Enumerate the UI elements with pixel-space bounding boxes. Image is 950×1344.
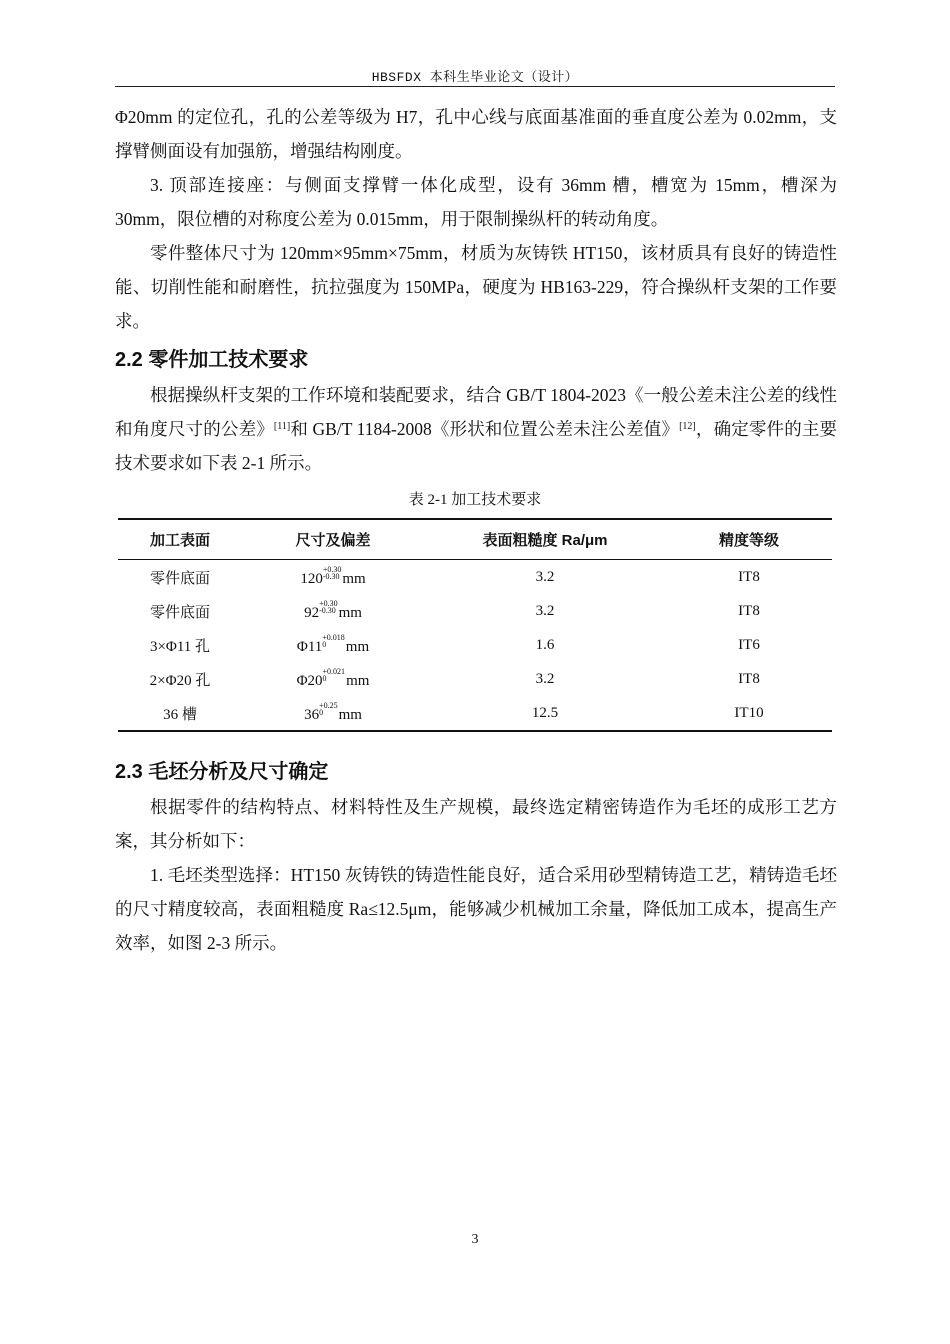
header-rule: [115, 86, 835, 87]
cell-roughness: 3.2: [535, 670, 555, 687]
table-row: [118, 594, 832, 628]
section-heading: 2.3 毛坯分析及尺寸确定: [115, 761, 329, 783]
page-number: 3: [471, 1232, 479, 1247]
table-row: [118, 696, 832, 731]
tolerance-lower: 0: [319, 708, 324, 717]
paragraph: Φ20mm 的定位孔，孔的公差等级为 H7，孔中心线与底面基准面的垂直度公差为 0.02mm，支撑臂侧面设有加强筋，增强结构刚度。: [115, 107, 837, 161]
column-header: 精度等级: [666, 519, 832, 560]
dimension-unit: mm: [338, 605, 362, 621]
cell-surface: 零件底面: [149, 604, 210, 621]
cell-grade: IT10: [666, 696, 832, 731]
paragraph: 零件整体尺寸为 120mm×95mm×75mm，材质为灰铸铁 HT150，该材质具有良好的铸造性能、切削性能和耐磨性，抗拉强度为 150MPa，硬度为 HB163-229，符合操纵杆支架的工作要求。: [115, 243, 837, 331]
dimension-prefix: Φ: [296, 673, 308, 689]
running-header: HBSFDX 本科生毕业论文（设计）: [371, 70, 579, 85]
cell-grade: IT6: [738, 636, 760, 653]
dimension-base: 120: [300, 571, 323, 587]
tolerance-lower: 0: [322, 674, 327, 683]
cell-roughness: 12.5: [424, 696, 666, 731]
cell-surface: 36 槽: [118, 696, 242, 731]
citation-ref: [11]: [273, 421, 291, 432]
tolerance-lower: -0.30: [319, 606, 336, 615]
cell-roughness: 3.2: [535, 568, 555, 585]
dimension-unit: mm: [345, 639, 370, 655]
table-row: [118, 560, 832, 595]
dimension-unit: mm: [342, 571, 366, 587]
paragraph-text: 根据操纵杆支架的工作环境和装配要求，结合 GB/T 1804-2023《一般公差未注公差的线性和角度尺寸的公差》: [115, 385, 837, 439]
section-heading: 2.2 零件加工技术要求: [115, 349, 309, 371]
tolerance: [319, 600, 338, 614]
cell-dimension: [242, 628, 424, 662]
cell-grade: IT8: [738, 602, 760, 619]
paragraph: 3. 顶部连接座：与侧面支撑臂一体化成型，设有 36mm 槽，槽宽为 15mm，槽深为 30mm，限位槽的对称度公差为 0.015mm，用于限制操纵杆的转动角度。: [115, 175, 837, 229]
cell-grade: IT8: [738, 568, 760, 585]
paragraph: 1. 毛坯类型选择：HT150 灰铸铁的铸造性能良好，适合采用砂型精铸造工艺，精铸造毛坯的尺寸精度较高，表面粗糙度 Ra≤12.5μm，能够减少机械加工余量，降低加工成本，提高生产效率，如图 2-3 所示。: [115, 865, 837, 953]
tolerance-upper: +0.25: [319, 701, 338, 710]
tolerance-upper: +0.021: [322, 667, 346, 676]
tolerance-upper: +0.018: [322, 633, 345, 642]
cell-roughness: 1.6: [535, 636, 555, 653]
tolerance: [323, 566, 342, 580]
cell-surface: 3×Φ11 孔: [149, 638, 211, 655]
tolerance-lower: 0: [322, 640, 327, 649]
column-header: 尺寸及偏差: [242, 519, 424, 560]
cell-dimension: [242, 662, 424, 696]
column-header: 表面粗糙度 Ra/μm: [424, 519, 666, 560]
cell-dimension: [242, 560, 424, 595]
paragraph: 根据零件的结构特点、材料特性及生产规模，最终选定精密铸造作为毛坯的成形工艺方案，其分析如下：: [115, 797, 837, 851]
paragraph-text: 和 GB/T 1184-2008《形状和位置公差未注公差值》: [290, 419, 680, 439]
tolerance-lower: -0.30: [322, 572, 340, 581]
tolerance: [322, 634, 345, 648]
table-row: [118, 662, 832, 696]
citation-ref: [12]: [679, 421, 696, 432]
tech-requirements-table: [118, 518, 832, 732]
cell-roughness: 3.2: [535, 602, 555, 619]
tolerance: [319, 702, 338, 716]
cell-grade: IT8: [738, 670, 760, 687]
tolerance-upper: +0.30: [322, 565, 342, 574]
cell-dimension: [242, 696, 424, 731]
cell-surface: 零件底面: [149, 570, 210, 587]
dimension-prefix: Φ: [296, 639, 308, 655]
cell-dimension: [242, 594, 424, 628]
dimension-base: 36: [304, 707, 320, 723]
cell-surface: 2×Φ20 孔: [149, 672, 211, 689]
table-caption: 表 2-1 加工技术要求: [408, 492, 542, 508]
paragraph: [115, 378, 837, 480]
table-row: [118, 628, 832, 662]
dimension-base: 11: [307, 639, 323, 655]
tolerance-upper: +0.30: [319, 599, 338, 608]
tolerance: [323, 668, 346, 682]
column-header: 加工表面: [118, 519, 242, 560]
dimension-base: 20: [307, 673, 323, 689]
table-header-row: [118, 519, 832, 560]
paragraph-text: ，确定零件的主要技术要求如下表 2-1 所示。: [115, 419, 837, 473]
dimension-unit: mm: [338, 707, 362, 723]
dimension-unit: mm: [346, 673, 370, 689]
dimension-base: 92: [304, 605, 320, 621]
